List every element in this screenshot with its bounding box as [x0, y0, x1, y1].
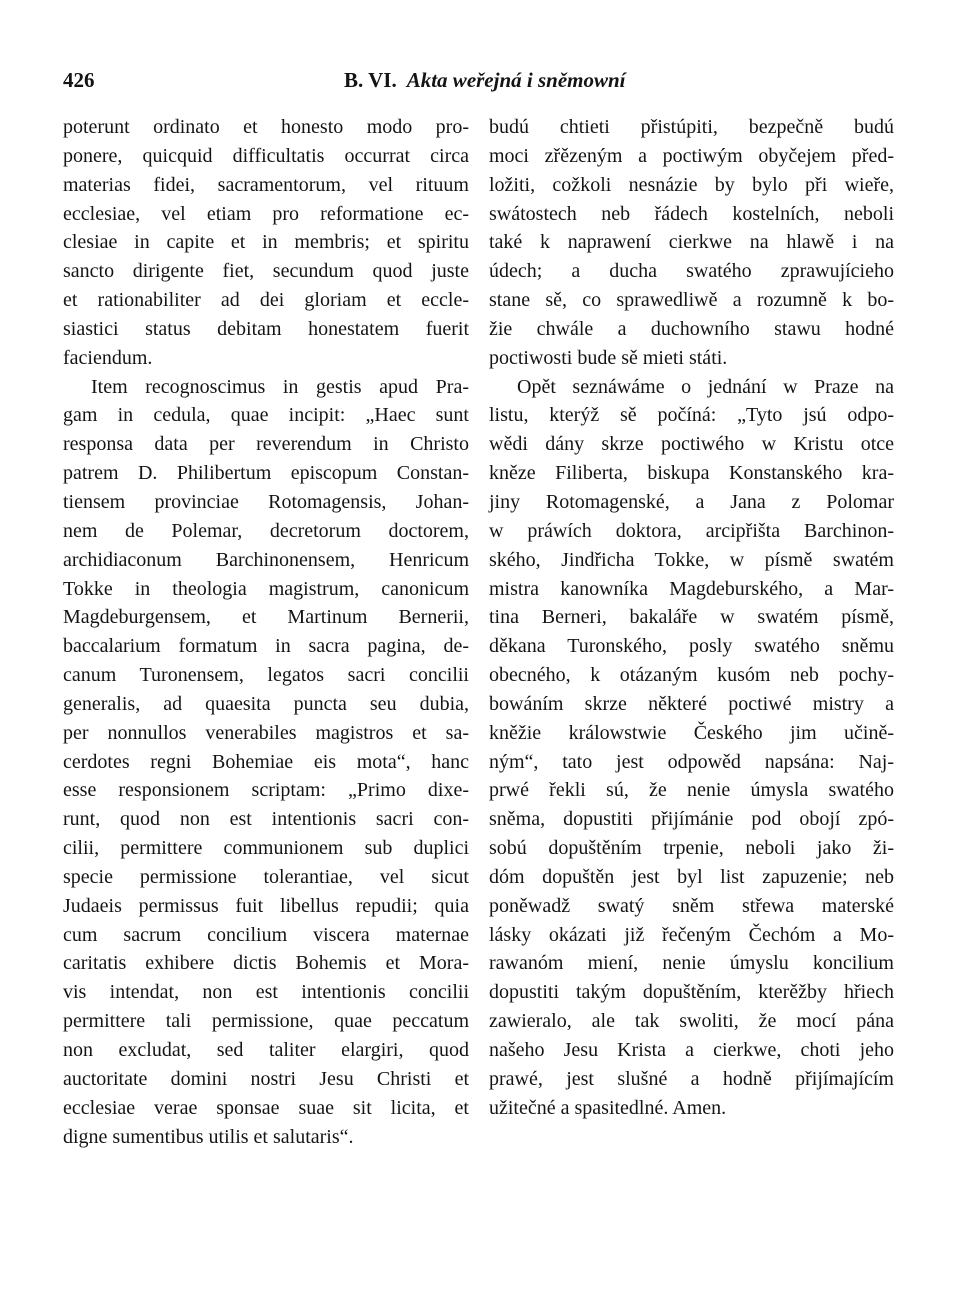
text-line: poctiwosti bude sě mieti státi.	[489, 346, 728, 369]
text-line: faciendum.	[63, 346, 153, 369]
text-line: poterunt ordinato et honesto modo pro-	[63, 116, 469, 138]
text-line: per nonnullos venerabiles magistros et sa-	[63, 721, 469, 744]
text-line: nem de Polemar, decretorum doctorem,	[63, 519, 469, 542]
chapter-label: B. VI.	[344, 68, 397, 92]
text-line: mistra kanowníka Magdeburského, a Mar-	[489, 577, 894, 600]
text-line: gam in cedula, quae incipit: „Haec sunt	[63, 404, 469, 427]
text-line: cum sacrum concilium viscera maternae	[63, 923, 469, 946]
text-line: sněma, dopustiti přijímánie pod obojí zpó-	[489, 808, 894, 831]
text-line: rawanóm miení, nenie úmyslu koncilium	[489, 952, 894, 975]
text-line: jiny Rotomagenské, a Jana z Polomar	[489, 490, 894, 513]
text-line: tiensem provinciae Rotomagensis, Johan-	[63, 490, 469, 513]
page-number: 426	[63, 68, 95, 92]
text-line: listu, kterýž sě počíná: „Tyto jsú odpo-	[489, 404, 894, 427]
text-line: canum Turonensem, legatos sacri concilii	[63, 664, 469, 687]
text-line: generalis, ad quaesita puncta seu dubia,	[63, 692, 469, 715]
text-line: specie permissione tolerantiae, vel sicut	[63, 865, 469, 888]
text-line: budú chtieti přistúpiti, bezpečně budú	[489, 116, 894, 138]
text-line: baccalarium formatum in sacra pagina, de-	[63, 635, 469, 658]
text-line: patrem D. Philibertum episcopum Constan-	[63, 462, 469, 485]
text-line: dopustiti takým dopuštěním, kterěžby hřiech	[489, 981, 894, 1004]
text-line: et rationabiliter ad dei gloriam et eccle-	[63, 289, 469, 312]
running-header	[63, 68, 901, 102]
text-line: dóm dopuštěn jest byl list zapuzenie; neb	[489, 865, 894, 888]
text-line: digne sumentibus utilis et salutaris“.	[63, 1125, 354, 1148]
text-line: děkana Turonského, posly swatého sněmu	[489, 635, 894, 658]
text-line: Tokke in theologia magistrum, canonicum	[63, 577, 469, 600]
text-line: responsa data per reverendum in Christo	[63, 433, 469, 456]
text-line: Judaeis permissus fuit libellus repudii; quia	[63, 894, 469, 917]
text-line: vis intendat, non est intentionis concilii	[63, 981, 469, 1004]
text-line: ponere, quicquid difficultatis occurrat circa	[63, 144, 469, 167]
right-column-czech	[489, 113, 894, 1123]
text-line: ným“, tato jest odpowěd napsána: Naj-	[489, 750, 894, 773]
text-line: údech; a ducha swatého zprawujícieho	[489, 260, 894, 283]
text-line: prawé, jest slušné a hodně přijímajícím	[489, 1067, 894, 1090]
text-line: Opět seznáwáme o jednání w Praze na	[517, 375, 894, 398]
text-line: caritatis exhibere dictis Bohemis et Mora-	[63, 952, 469, 975]
left-column-latin	[63, 113, 469, 1151]
text-line: cilii, permittere communionem sub duplici	[63, 837, 469, 860]
text-line: také k naprawení cierkwe na hlawě i na	[489, 231, 894, 254]
text-line: ecclesiae, vel etiam pro reformatione ec-	[63, 202, 469, 225]
text-line: siastici status debitam honestatem fuerit	[63, 317, 469, 340]
text-line: zawieralo, ale tak swoliti, že mocí pána	[489, 1010, 894, 1033]
text-line: swátostech neb řádech kostelních, neboli	[489, 202, 894, 225]
text-line: ložiti, cožkoli nesnázie by bylo při wieře,	[489, 173, 894, 196]
text-line: stane sě, co sprawedliwě a rozumně k bo-	[489, 289, 894, 312]
text-line: Item recognoscimus in gestis apud Pra-	[91, 375, 469, 398]
text-line: ského, Jindřicha Tokke, w písmě swatém	[489, 548, 894, 571]
text-line: lásky okázati již řečeným Čechóm a Mo-	[489, 923, 894, 946]
text-line: užitečné a spasitedlné. Amen.	[489, 1096, 727, 1119]
text-line: poněwadž swatý sněm střewa materské	[489, 894, 894, 917]
text-line: našeho Jesu Krista a cierkwe, choti jeho	[489, 1039, 894, 1061]
text-line: cerdotes regni Bohemiae eis mota“, hanc	[63, 750, 469, 773]
text-line: sancto dirigente fiet, secundum quod juste	[63, 260, 469, 283]
text-line: archidiaconum Barchinonensem, Henricum	[63, 548, 469, 571]
text-line: non excludat, sed taliter elargiri, quod	[63, 1039, 469, 1061]
section-title: Akta weřejná i sněmowní	[406, 68, 626, 92]
text-line: tina Berneri, bakaláře w swatém písmě,	[489, 606, 894, 629]
text-line: prwé řekli sú, že nenie úmysla swatého	[489, 779, 894, 802]
text-line: sobú dopuštěním trpenie, neboli jako ži-	[489, 837, 894, 860]
text-line: materias fidei, sacramentorum, vel rituum	[63, 173, 469, 196]
text-line: w práwích doktora, arcipřišta Barchinon-	[489, 519, 894, 542]
text-line: runt, quod non est intentionis sacri con-	[63, 808, 469, 831]
text-line: žie chwále a duchowního stawu hodné	[489, 317, 894, 340]
text-line: moci zřězeným a poctiwým obyčejem před-	[489, 144, 894, 167]
text-line: wědi dány skrze poctiwého w Kristu otce	[489, 433, 894, 456]
text-line: obecného, k otázaným kusóm neb pochy-	[489, 664, 894, 687]
text-line: auctoritate domini nostri Jesu Christi et	[63, 1067, 469, 1090]
text-line: permittere tali permissione, quae peccatum	[63, 1010, 469, 1033]
running-head	[344, 68, 626, 93]
text-line: kněžie králowstwie Českého jim učině-	[489, 721, 894, 744]
text-line: esse responsionem scriptam: „Primo dixe-	[63, 779, 469, 802]
text-line: clesiae in capite et in membris; et spiritu	[63, 231, 469, 254]
text-line: kněze Filiberta, biskupa Konstanského kra-	[489, 462, 894, 485]
text-line: ecclesiae verae sponsae suae sit licita, et	[63, 1096, 469, 1119]
text-line: bowáním skrze některé poctiwé mistry a	[489, 692, 894, 715]
text-line: Magdeburgensem, et Martinum Bernerii,	[63, 606, 469, 629]
